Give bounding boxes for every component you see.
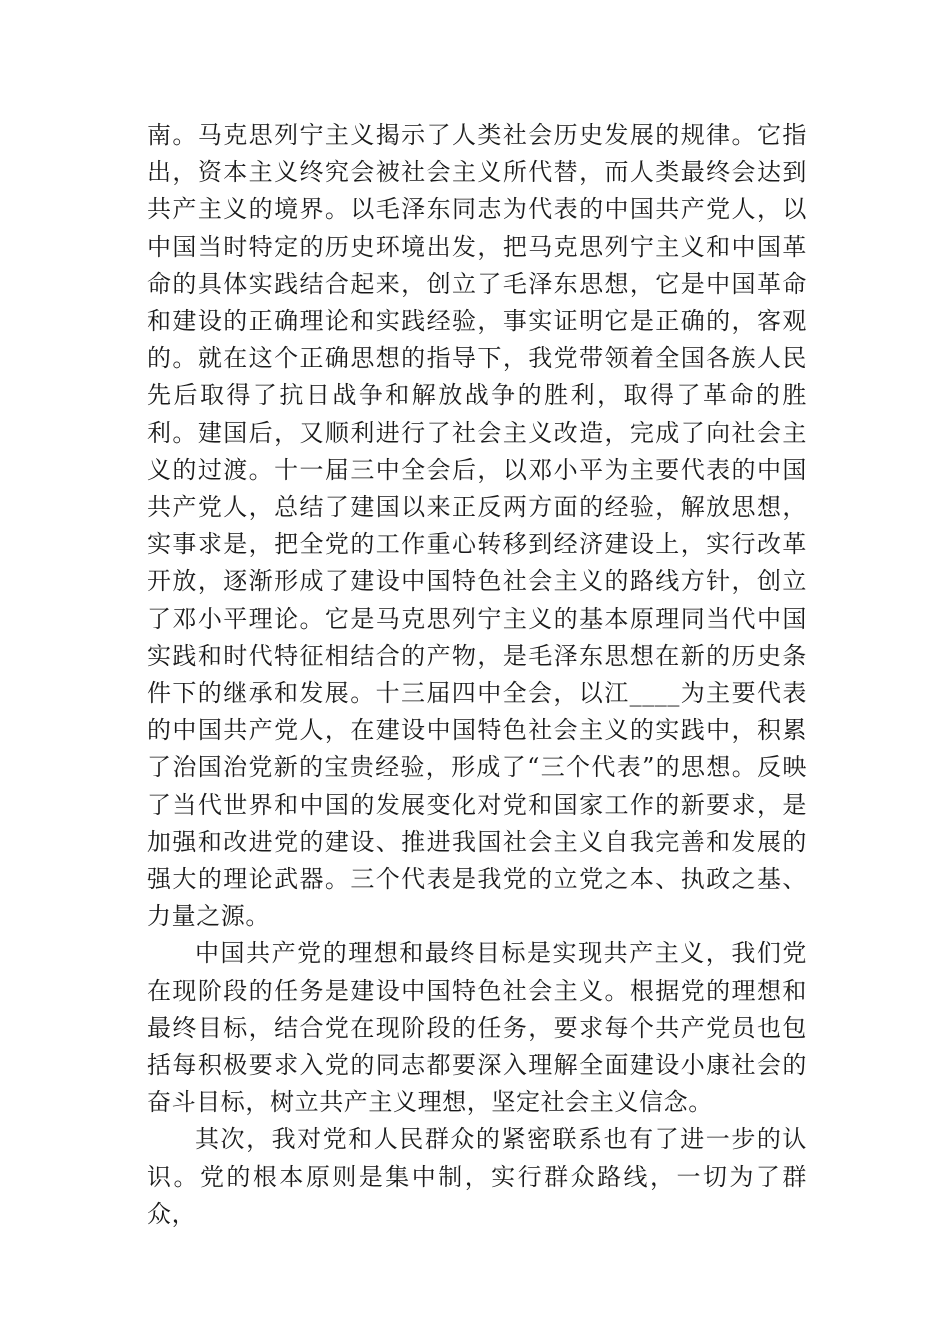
paragraph-1: 南。马克思列宁主义揭示了人类社会历史发展的规律。它指出，资本主义终究会被社会主义所代替，而人类最终会达到共产主义的境界。以毛泽东同志为代表的中国共产党人，以中国当时特定的历史环境出发，把马克思列宁主义和中国革命的具体实践结合起来，创立了毛泽东思想，它是中国革命和建设的正确理论和实践经验，事实证明它是正确的，客观的。就在这个正确思想的指导下，我党带领着全国各族人民先后取得了抗日战争和解放战争的胜利，取得了革命的胜利。建国后，又顺利进行了社会主义改造，完成了向社会主义的过渡。十一届三中全会后，以邓小平为主要代表的中国共产党人，总结了建国以来正反两方面的经验，解放思想，实事求是，把全党的工作重心转移到经济建设上，实行改革开放，逐渐形成了建设中国特色社会主义的路线方针，创立了邓小平理论。它是马克思列宁主义的基本原理同当代中国实践和时代特征相结合的产物，是毛泽东思想在新的历史条件下的继承和发展。十三届四中全会，以江____为主要代表的中国共产党人，在建设中国特色社会主义的实践中，积累了治国治党新的宝贵经验，形成了“三个代表”的思想。反映了当代世界和中国的发展变化对党和国家工作的新要求，是加强和改进党的建设、推进我国社会主义自我完善和发展的强大的理论武器。三个代表是我党的立党之本、执政之基、力量之源。 (147, 121, 807, 931)
paragraph-3: 其次，我对党和人民群众的紧密联系也有了进一步的认识。党的根本原则是集中制，实行群众路线，一切为了群众， (147, 1125, 807, 1228)
paragraph-2: 中国共产党的理想和最终目标是实现共产主义，我们党在现阶段的任务是建设中国特色社会主义。根据党的理想和最终目标，结合党在现阶段的任务，要求每个共产党员也包括每积极要求入党的同志都要深入理解全面建设小康社会的奋斗目标，树立共产主义理想，坚定社会主义信念。 (147, 939, 807, 1117)
document-body (147, 117, 807, 1233)
